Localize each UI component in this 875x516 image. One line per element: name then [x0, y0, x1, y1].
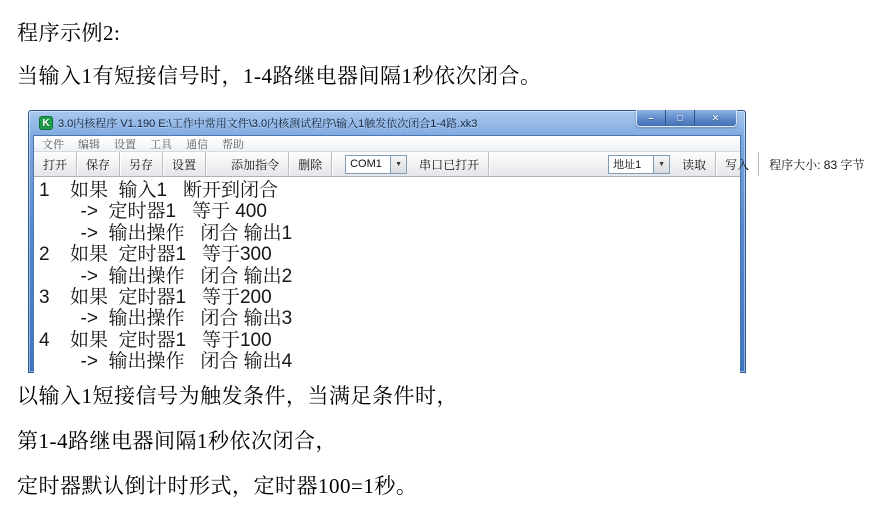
save-as-button[interactable]: 另存 [120, 152, 163, 176]
program-listing [34, 177, 740, 373]
write-button[interactable]: 写入 [716, 152, 759, 176]
line-number: 1 [39, 180, 50, 201]
open-button[interactable]: 打开 [34, 152, 77, 176]
menu-file[interactable]: 文件 [42, 138, 64, 151]
instruction-text: -> 输出操作 闭合 输出1 [70, 222, 293, 244]
line-number [39, 201, 70, 222]
address-value: 地址1 [613, 159, 642, 171]
line-number: 3 [39, 287, 50, 309]
program-size-label: 程序大小: 83 字节 [769, 157, 865, 172]
toolbar [34, 152, 865, 177]
menu-edit[interactable]: 编辑 [78, 138, 100, 151]
program-row[interactable] [39, 201, 740, 222]
footer-line-2: 第1-4路继电器间隔1秒依次闭合， [17, 429, 337, 453]
program-row[interactable] [39, 287, 740, 308]
serial-port-toggle-button[interactable]: 串口已打开 [410, 152, 489, 176]
delete-button[interactable]: 删除 [289, 152, 332, 176]
menu-comm[interactable]: 通信 [186, 138, 208, 151]
program-row[interactable] [39, 330, 740, 351]
app-icon: K [39, 116, 53, 130]
instruction-text: -> 输出操作 闭合 输出4 [70, 351, 293, 373]
add-instruction-button[interactable]: 添加指令 [222, 152, 289, 176]
titlebar[interactable] [33, 111, 741, 135]
menu-help[interactable]: 帮助 [222, 138, 244, 151]
window-controls [636, 110, 737, 127]
page-subtitle: 当输入1有短接信号时，1-4路继电器间隔1秒依次闭合。 [17, 64, 542, 88]
instruction-text: -> 输出操作 闭合 输出3 [70, 308, 293, 330]
line-number [39, 351, 70, 372]
instruction-text: 如果 定时器1 等于100 [70, 329, 272, 351]
instruction-text: 如果 输入1 断开到闭合 [70, 180, 278, 201]
menu-settings[interactable]: 设置 [114, 138, 136, 151]
chevron-down-icon[interactable]: ▼ [390, 156, 406, 173]
settings-button[interactable]: 设置 [163, 152, 206, 176]
com-port-select[interactable] [345, 155, 407, 174]
footer-line-3: 定时器默认倒计时形式，定时器100=1秒。 [17, 474, 418, 498]
instruction-text: -> 输出操作 闭合 输出2 [70, 265, 293, 287]
line-number: 4 [39, 329, 50, 351]
line-number: 2 [39, 244, 50, 266]
app-window [28, 110, 865, 373]
chevron-down-icon[interactable]: ▼ [653, 156, 669, 173]
line-number [39, 223, 70, 244]
toolbar-spacer [206, 152, 222, 176]
instruction-text: 如果 定时器1 等于300 [70, 244, 272, 266]
program-row[interactable] [39, 244, 740, 265]
program-row[interactable] [39, 308, 740, 329]
read-button[interactable]: 读取 [673, 152, 716, 176]
menu-tools[interactable]: 工具 [150, 138, 172, 151]
instruction-text: -> 定时器1 等于 400 [70, 201, 267, 223]
close-button[interactable]: ✕ [711, 112, 720, 123]
program-row[interactable] [39, 266, 740, 287]
client-area [33, 135, 865, 373]
line-number [39, 266, 70, 287]
menu-bar [34, 136, 740, 152]
toolbar-spacer [332, 152, 342, 176]
save-button[interactable]: 保存 [77, 152, 120, 176]
program-row[interactable] [39, 223, 740, 244]
toolbar-spacer [489, 152, 605, 176]
footer-line-1: 以输入1短接信号为触发条件，当满足条件时， [17, 384, 458, 408]
address-select[interactable] [608, 155, 670, 174]
window-title: 3.0内核程序 V1.190 E:\工作中常用文件\3.0内核测试程序\输入1触发依次闭合1-4路.xk3 [58, 118, 478, 130]
instruction-text: 如果 定时器1 等于200 [70, 287, 272, 309]
program-row[interactable] [39, 351, 740, 372]
maximize-button[interactable]: □ [666, 110, 695, 126]
page-title: 程序示例2: [17, 21, 121, 45]
program-row[interactable] [39, 180, 740, 201]
com-port-value: COM1 [350, 158, 382, 170]
minimize-button[interactable]: – [637, 110, 666, 126]
line-number [39, 308, 70, 329]
